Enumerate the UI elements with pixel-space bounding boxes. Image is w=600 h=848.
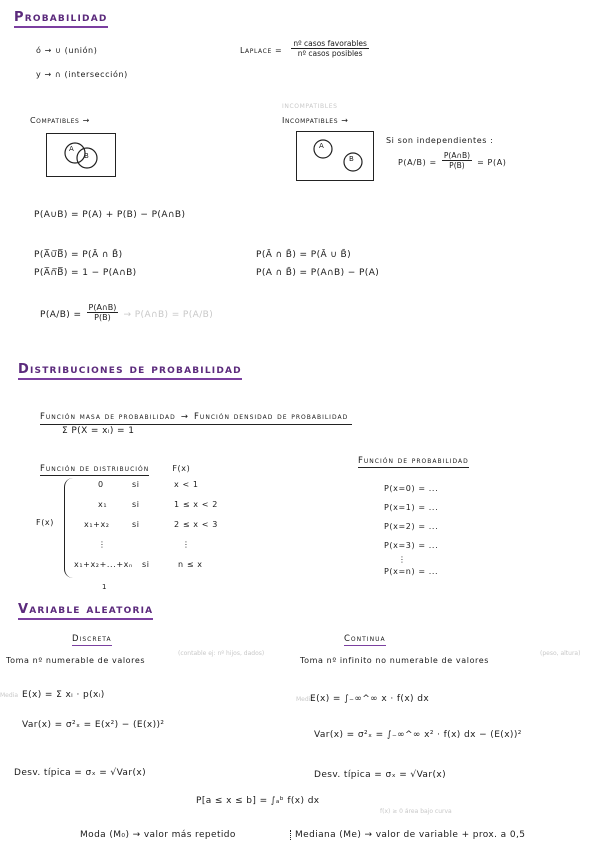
interseccion-note: y → ∩ (intersección): [36, 70, 128, 79]
laplace-label: Laplace =: [240, 46, 283, 55]
piecewise-cond: ⋮: [182, 540, 191, 549]
media-faint-label: Media: [0, 692, 19, 699]
media-faint-label-2: Media: [296, 696, 315, 703]
fdist-heading: [40, 456, 190, 475]
incompatibles-label: Incompatibles →: [282, 116, 349, 125]
venn-disjoint-diagram: [297, 132, 373, 180]
venn-overlap-diagram: [47, 134, 115, 176]
section-title-variable-aleatoria: Variable aleatoria: [18, 602, 153, 620]
cond-numerator: P(A∩B): [88, 303, 117, 312]
prob-item: ⋮: [398, 555, 407, 564]
discreta-heading: Discreta: [72, 634, 112, 644]
fdist-symbol: F(x): [172, 464, 191, 473]
interval-probability: P[a ≤ x ≤ b] = ∫ₐᵇ f(x) dx: [196, 796, 320, 806]
prob-item: P(x=0) = ...: [384, 484, 439, 493]
section-title-distribuciones: Distribuciones de probabilidad: [18, 362, 242, 380]
laplace-numerator: nº casos favorables: [293, 39, 367, 48]
mediana-definition: Mediana (Me) → valor de variable + prox. a 0,5: [290, 830, 525, 840]
venn-b-label-2: B: [349, 155, 354, 163]
laplace-rule: [240, 38, 369, 58]
morgan-formula-3: P(Ā ∩ B̄) = P(Ā ∪ B̄): [256, 250, 352, 260]
piecewise-value: x₁+x₂: [84, 520, 110, 529]
indep-denominator: P(B): [449, 161, 465, 170]
piecewise-cond: x < 1: [174, 480, 199, 489]
venn-a-label: A: [69, 145, 74, 153]
piecewise-row: [74, 500, 224, 520]
prob-item: P(x=1) = ...: [384, 503, 439, 512]
sum-prob-formula: Σ P(X = xᵢ) = 1: [62, 426, 135, 436]
incompatibles-faint: incompatibles: [282, 101, 338, 110]
piecewise-cond: 2 ≤ x < 3: [174, 520, 218, 529]
discreta-definition-faint: (contable ej: nº hijos, dados): [178, 650, 265, 657]
dist-title-row: [40, 404, 352, 425]
densidad-probabilidad-label: Función densidad de probabilidad: [194, 412, 349, 422]
laplace-denominator: nº casos posibles: [297, 49, 363, 58]
piecewise-value: 0: [98, 480, 104, 489]
piecewise-cond: 1 ≤ x < 2: [174, 500, 218, 509]
union-note: ó → ∪ (unión): [36, 46, 98, 55]
continua-definition: Toma nº infinito no numerable de valores: [300, 656, 490, 665]
piecewise-value: x₁+x₂+...+xₙ: [74, 560, 133, 569]
piecewise-si: si: [132, 480, 140, 489]
continua-heading: Continua: [344, 634, 386, 644]
fx-symbol: F(x): [36, 518, 54, 527]
piecewise-si: si: [132, 520, 140, 529]
continua-definition-faint: (peso, altura): [540, 650, 581, 657]
prob-item: P(x=n) = ...: [384, 567, 439, 576]
indep-numerator: P(A∩B): [443, 151, 471, 160]
morgan-formula-1: P(A̅∪̅B̅) = P(Ā ∩ B̄): [34, 250, 123, 260]
union-formula: P(A∪B) = P(A) + P(B) − P(A∩B): [34, 210, 186, 220]
fprob-label: Función de probabilidad: [358, 456, 469, 466]
continua-desviacion: Desv. típica = σₓ = √Var(x): [314, 770, 446, 780]
prob-item: P(x=3) = ...: [384, 541, 439, 550]
piecewise-row: [74, 560, 224, 580]
piecewise-brace: [64, 478, 73, 578]
indep-rhs: = P(A): [477, 158, 507, 167]
interval-faint-note: f(x) ≥ 0 área bajo curva: [380, 808, 452, 815]
cond-denominator: P(B): [94, 313, 111, 322]
cond-lhs: P(A/B) =: [40, 310, 82, 320]
discreta-desviacion: Desv. típica = σₓ = √Var(x): [14, 768, 146, 778]
conditional-formula: [40, 302, 213, 322]
morgan-formula-4: P(A ∩ B̄) = P(A∩B) − P(A): [256, 268, 380, 278]
arrow-sign: →: [180, 412, 189, 422]
compatibles-label: Compatibles →: [30, 116, 90, 125]
moda-definition: Moda (M₀) → valor más repetido: [80, 830, 236, 840]
laplace-fraction: [291, 39, 369, 58]
prob-item: P(x=2) = ...: [384, 522, 439, 531]
venn-incompatibles: [296, 131, 374, 181]
independientes-title: Si son independientes :: [386, 136, 494, 145]
discreta-definition: Toma nº numerable de valores: [6, 656, 146, 665]
fdist-label: Función de distribución: [40, 464, 150, 474]
discreta-varianza: Var(x) = σ²ₓ = E(x²) − (E(x))²: [22, 720, 165, 730]
venn-compatibles: [46, 133, 116, 177]
piecewise-si: si: [132, 500, 140, 509]
piecewise-value: ⋮: [98, 540, 107, 549]
piecewise-si: si: [142, 560, 150, 569]
cond-fraction: [87, 303, 119, 322]
masa-probabilidad-label: Función masa de probabilidad: [40, 412, 176, 422]
piecewise-table: [74, 480, 224, 580]
sum-equals-one: 1: [102, 583, 108, 591]
morgan-formula-2: P(A̅∩̅B̅) = 1 − P(A∩B): [34, 268, 137, 278]
venn-b-label: B: [84, 152, 89, 160]
section-title-probabilidad: Probabilidad: [14, 10, 108, 28]
independientes-formula: [398, 150, 507, 170]
discreta-esperanza: E(x) = Σ xᵢ · p(xᵢ): [22, 690, 105, 700]
venn-a-label-2: A: [319, 142, 324, 150]
continua-esperanza: E(x) = ∫₋∞^∞ x · f(x) dx: [310, 694, 430, 704]
piecewise-cond: n ≤ x: [178, 560, 203, 569]
piecewise-value: x₁: [98, 500, 108, 509]
piecewise-row: [74, 540, 224, 560]
indep-fraction: [442, 151, 472, 170]
piecewise-row: [74, 480, 224, 500]
cond-faint-note: → P(A∩B) = P(A/B): [123, 310, 214, 320]
piecewise-row: [74, 520, 224, 540]
prob-list: [384, 484, 438, 586]
indep-lhs: P(A/B) =: [398, 158, 437, 167]
continua-varianza: Var(x) = σ²ₓ = ∫₋∞^∞ x² · f(x) dx − (E(x))²: [314, 730, 522, 740]
